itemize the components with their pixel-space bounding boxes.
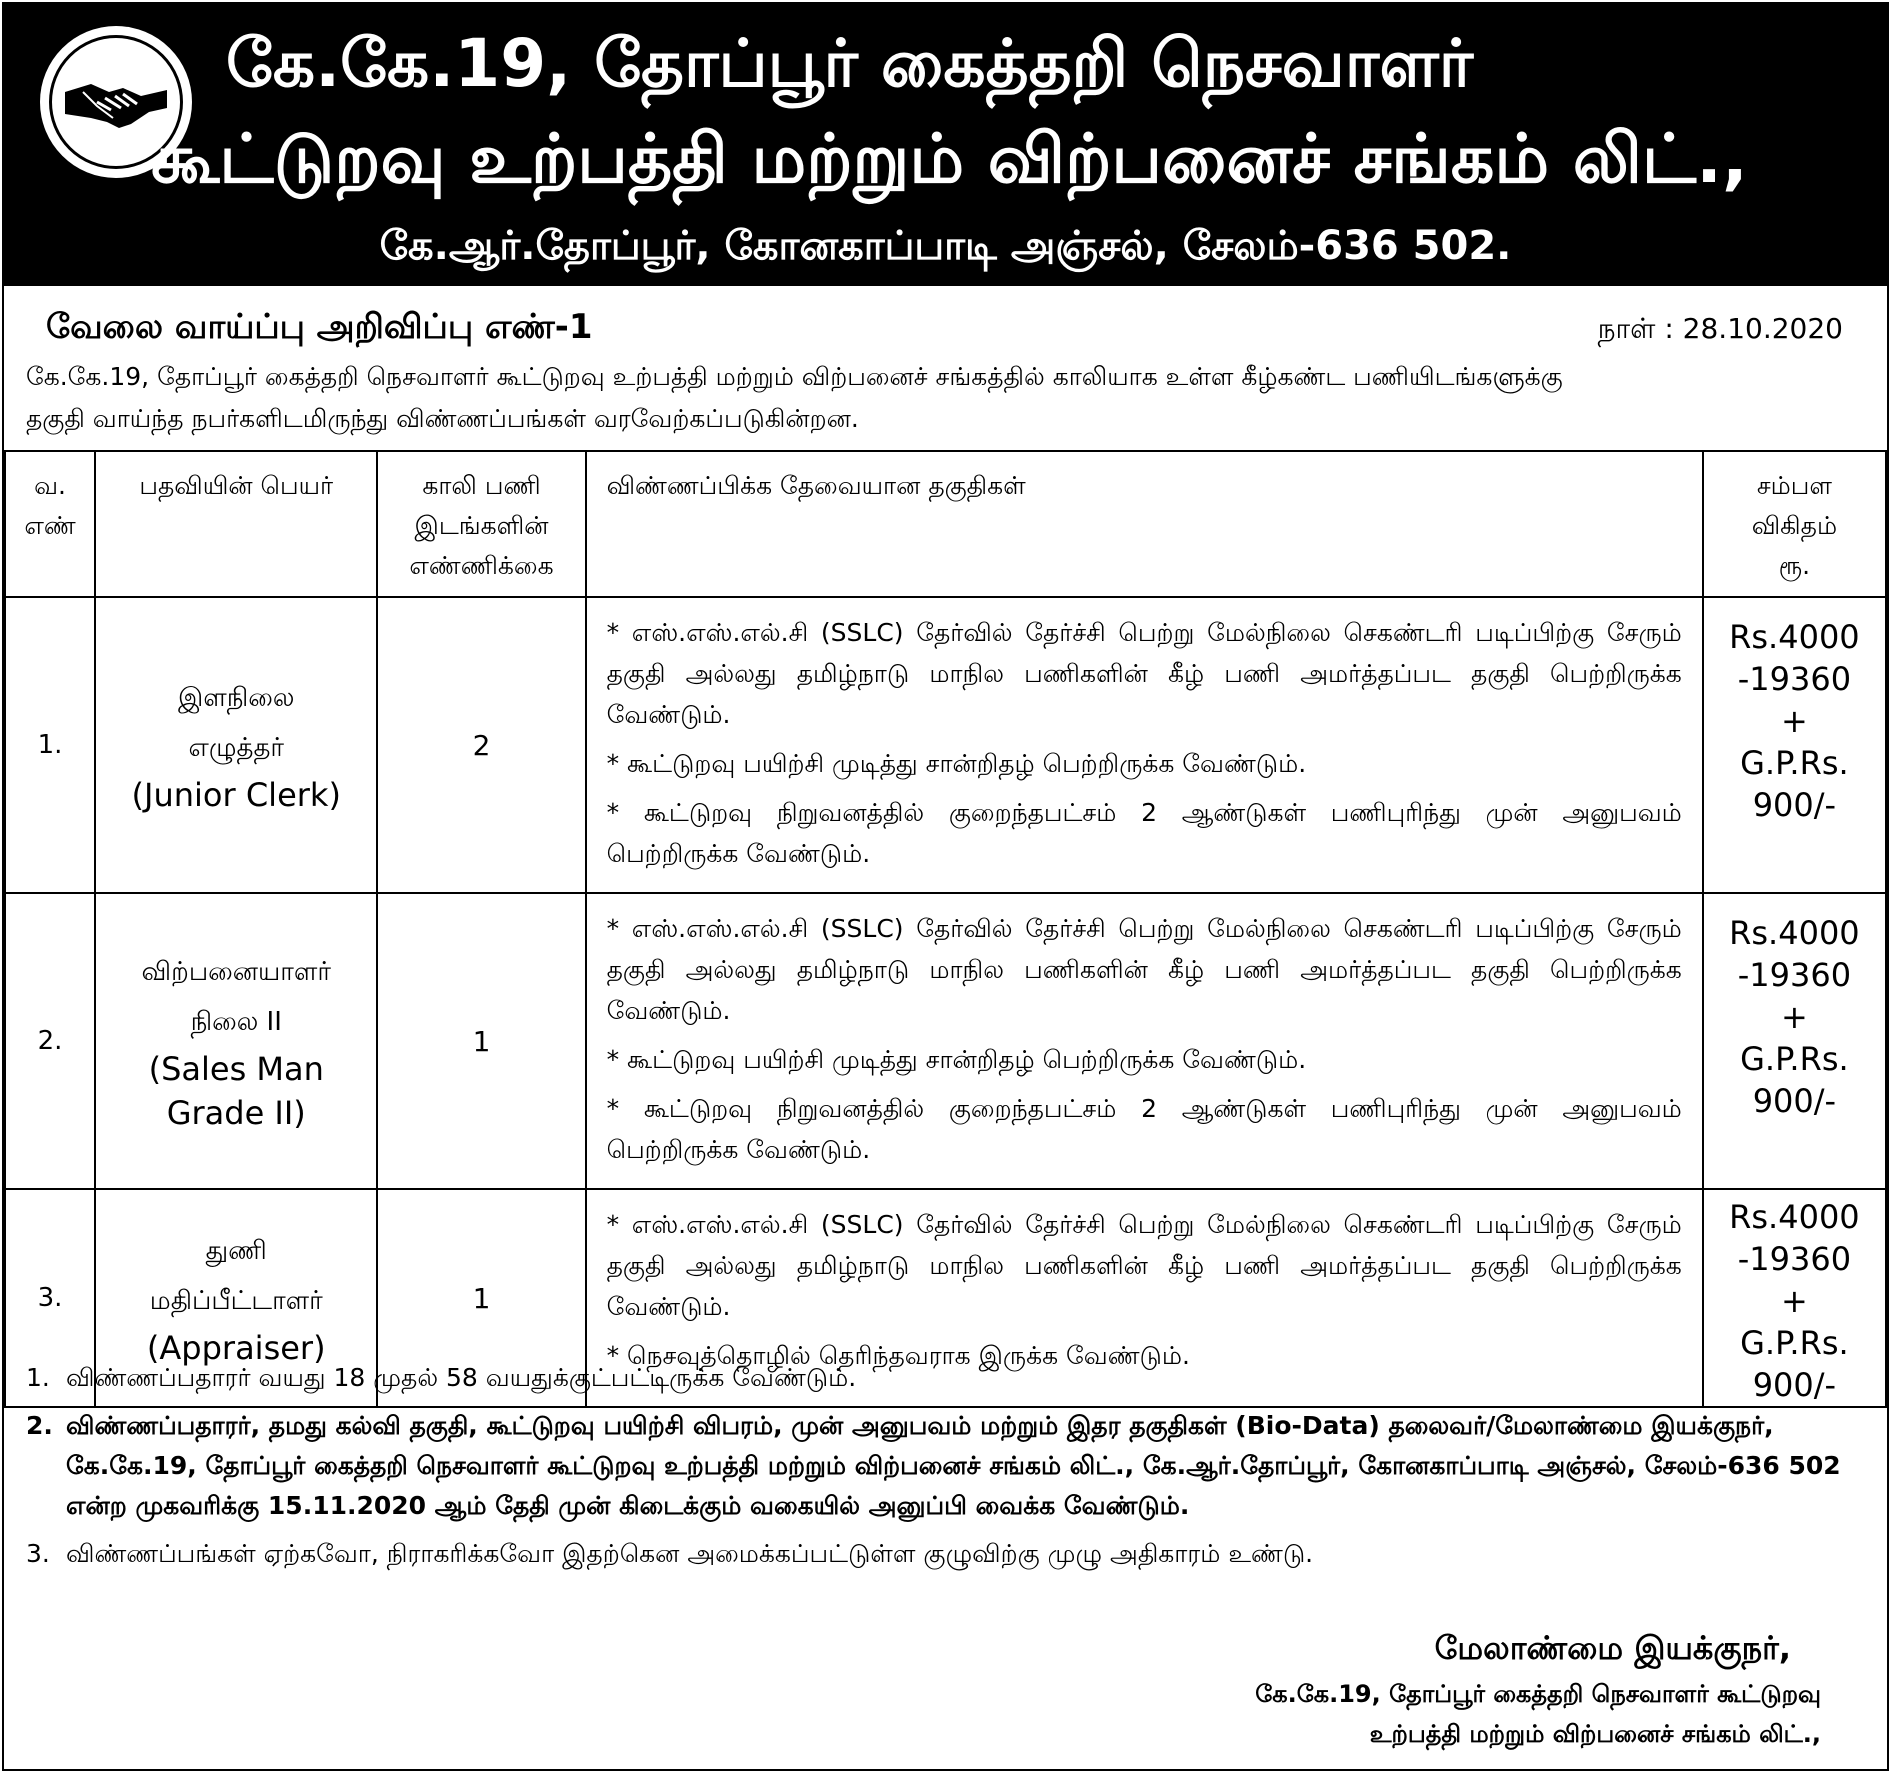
notice-intro <box>26 356 1871 440</box>
row-sno: 3. <box>5 1189 95 1407</box>
row-pay <box>1703 597 1886 893</box>
qualification-item: * கூட்டுறவு நிறுவனத்தில் குறைந்தபட்சம் 2 ஆண்டுகள் பணிபுரிந்து முன் அனுபவம் பெற்றிருக்க வேண்டும். <box>606 798 1682 868</box>
table-header-row <box>5 451 1886 597</box>
notice-date: நாள் : 28.10.2020 <box>1597 312 1843 345</box>
note-item <box>26 1358 1871 1398</box>
pay-l3: + <box>1780 998 1808 1036</box>
note-number: 2. <box>26 1411 53 1440</box>
row-vacancies: 1 <box>377 893 585 1189</box>
notice-title: வேலை வாய்ப்பு அறிவிப்பு எண்-1 <box>46 307 593 347</box>
pay-l4: G.P.Rs. <box>1740 744 1849 782</box>
header-pay <box>1703 451 1886 597</box>
society-address: கே.ஆர்.தோப்பூர், கோனகாப்பாடி அஞ்சல், சேலம்-636 502. <box>379 223 1512 269</box>
header-pay-l2: விகிதம் <box>1751 511 1838 540</box>
note-number: 3. <box>26 1539 50 1568</box>
society-name-line2: கூட்டுறவு உற்பத்தி மற்றும் விற்பனைச் சங்கம் லிட்., <box>151 120 1748 199</box>
post-tamil-l1: இளநிலை <box>178 683 295 713</box>
header-vac-l1: காலி பணி <box>422 471 541 500</box>
post-tamil-l1: விற்பனையாளர் <box>141 957 331 987</box>
row-sno: 1. <box>5 597 95 893</box>
post-english-l1: (Appraiser) <box>146 1329 326 1367</box>
pay-l1: Rs.4000 <box>1729 618 1860 656</box>
row-sno: 2. <box>5 893 95 1189</box>
pay-l5: 900/- <box>1752 1366 1837 1404</box>
note-text: விண்ணப்பங்கள் ஏற்கவோ, நிராகரிக்கவோ இதற்கென அமைக்கப்பட்டுள்ள குழுவிற்கு முழு அதிகாரம் உண்டு. <box>66 1539 1314 1568</box>
note-text: விண்ணப்பதாரர் வயது 18 முதல் 58 வயதுக்குட்பட்டிருக்க வேண்டும். <box>66 1363 857 1392</box>
row-post <box>95 597 377 893</box>
header-sno-l2: எண் <box>24 511 76 540</box>
pay-l2: -19360 <box>1737 660 1852 698</box>
post-tamil-l2: மதிப்பீட்டாளர் <box>149 1286 323 1316</box>
note-item <box>26 1534 1871 1574</box>
post-tamil-l2: நிலை II <box>190 1007 282 1037</box>
post-english-l1: (Junior Clerk) <box>131 776 341 814</box>
header-qualifications: விண்ணப்பிக்க தேவையான தகுதிகள் <box>586 451 1703 597</box>
post-tamil-l1: துணி <box>205 1236 267 1266</box>
qualification-item: * எஸ்.எஸ்.எல்.சி (SSLC) தேர்வில் தேர்ச்சி பெற்று மேல்நிலை செகண்டரி படிப்பிற்கு சேரும் தகுதி அல்லது தமிழ்நாடு மாநில பணிகளின் கீழ் பணி அமர்த்தப்பட தகுதி பெற்றிருக்க வேண்டும். <box>606 914 1682 1025</box>
header-sno <box>5 451 95 597</box>
intro-line-2: தகுதி வாய்ந்த நபர்களிடமிருந்து விண்ணப்பங்கள் வரவேற்கப்படுகின்றன. <box>26 404 859 433</box>
pay-l5: 900/- <box>1752 1082 1837 1120</box>
intro-line-1: கே.கே.19, தோப்பூர் கைத்தறி நெசவாளர் கூட்டுறவு உற்பத்தி மற்றும் விற்பனைச் சங்கத்தில் காலியாக உள்ள கீழ்கண்ட பணியிடங்களுக்கு <box>26 362 1563 391</box>
header-pay-l1: சம்பள <box>1756 471 1832 500</box>
pay-l1: Rs.4000 <box>1729 1198 1860 1236</box>
row-post <box>95 893 377 1189</box>
signatory-title: மேலாண்மை இயக்குநர், <box>1434 1629 1791 1667</box>
pay-l4: G.P.Rs. <box>1740 1324 1849 1362</box>
signature-block <box>921 1622 1821 1754</box>
row-qualifications <box>586 597 1703 893</box>
notes-list <box>26 1358 1871 1582</box>
row-vacancies: 2 <box>377 597 585 893</box>
post-english-l2: Grade II) <box>166 1094 306 1132</box>
note-item <box>26 1406 1871 1526</box>
note-number: 1. <box>26 1363 50 1392</box>
qualification-item: * கூட்டுறவு பயிற்சி முடித்து சான்றிதழ் பெற்றிருக்க வேண்டும். <box>606 749 1307 778</box>
pay-l4: G.P.Rs. <box>1740 1040 1849 1078</box>
qualification-item: * நெசவுத்தொழில் தெரிந்தவராக இருக்க வேண்டும். <box>606 1341 1190 1370</box>
vacancy-table <box>4 450 1887 1408</box>
row-qualifications <box>586 893 1703 1189</box>
qualification-item: * எஸ்.எஸ்.எல்.சி (SSLC) தேர்வில் தேர்ச்சி பெற்று மேல்நிலை செகண்டரி படிப்பிற்கு சேரும் தகுதி அல்லது தமிழ்நாடு மாநில பணிகளின் கீழ் பணி அமர்த்தப்பட தகுதி பெற்றிருக்க வேண்டும். <box>606 1210 1682 1321</box>
society-name-line1: கே.கே.19, தோப்பூர் கைத்தறி நெசவாளர் <box>226 25 1474 102</box>
header-banner <box>4 4 1887 286</box>
header-pay-l3: ரூ. <box>1778 551 1811 580</box>
post-tamil-l2: எழுத்தர் <box>188 733 284 763</box>
qualification-item: * கூட்டுறவு நிறுவனத்தில் குறைந்தபட்சம் 2 ஆண்டுகள் பணிபுரிந்து முன் அனுபவம் பெற்றிருக்க வேண்டும். <box>606 1094 1682 1164</box>
pay-l2: -19360 <box>1737 956 1852 994</box>
table-row <box>5 597 1886 893</box>
pay-l2: -19360 <box>1737 1240 1852 1278</box>
header-post: பதவியின் பெயர் <box>95 451 377 597</box>
header-vac-l3: எண்ணிக்கை <box>409 551 554 580</box>
signatory-line1: கே.கே.19, தோப்பூர் கைத்தறி நெசவாளர் கூட்டுறவு <box>1255 1680 1821 1708</box>
row-vacancies: 1 <box>377 1189 585 1407</box>
row-pay <box>1703 893 1886 1189</box>
signatory-line2: உற்பத்தி மற்றும் விற்பனைச் சங்கம் லிட்., <box>1369 1720 1821 1748</box>
pay-l3: + <box>1780 702 1808 740</box>
note-text: விண்ணப்பதாரர், தமது கல்வி தகுதி, கூட்டுறவு பயிற்சி விபரம், முன் அனுபவம் மற்றும் இதர தகுதிகள் (Bio-Data) தலைவர்/மேலாண்மை இயக்குநர், கே.கே.19, தோப்பூர் கைத்தறி நெசவாளர் கூட்டுறவு உற்பத்தி மற்றும் விற்பனைச் சங்கம் லிட்., கே.ஆர்.தோப்பூர், கோனகாப்பாடி அஞ்சல், சேலம்-636 502 என்ற முகவரிக்கு 15.11.2020 ஆம் தேதி முன் கிடைக்கும் வகையில் அனுப்பி வைக்க வேண்டும். <box>66 1411 1841 1520</box>
job-notice-page <box>2 2 1889 1771</box>
pay-l3: + <box>1780 1282 1808 1320</box>
post-english-l1: (Sales Man <box>148 1050 324 1088</box>
qualification-item: * கூட்டுறவு பயிற்சி முடித்து சான்றிதழ் பெற்றிருக்க வேண்டும். <box>606 1045 1307 1074</box>
header-vacancies <box>377 451 585 597</box>
header-vac-l2: இடங்களின் <box>414 511 549 540</box>
qualification-item: * எஸ்.எஸ்.எல்.சி (SSLC) தேர்வில் தேர்ச்சி பெற்று மேல்நிலை செகண்டரி படிப்பிற்கு சேரும் தகுதி அல்லது தமிழ்நாடு மாநில பணிகளின் கீழ் பணி அமர்த்தப்பட தகுதி பெற்றிருக்க வேண்டும். <box>606 618 1682 729</box>
pay-l5: 900/- <box>1752 786 1837 824</box>
pay-l1: Rs.4000 <box>1729 914 1860 952</box>
header-sno-l1: வ. <box>34 471 66 500</box>
table-row <box>5 893 1886 1189</box>
